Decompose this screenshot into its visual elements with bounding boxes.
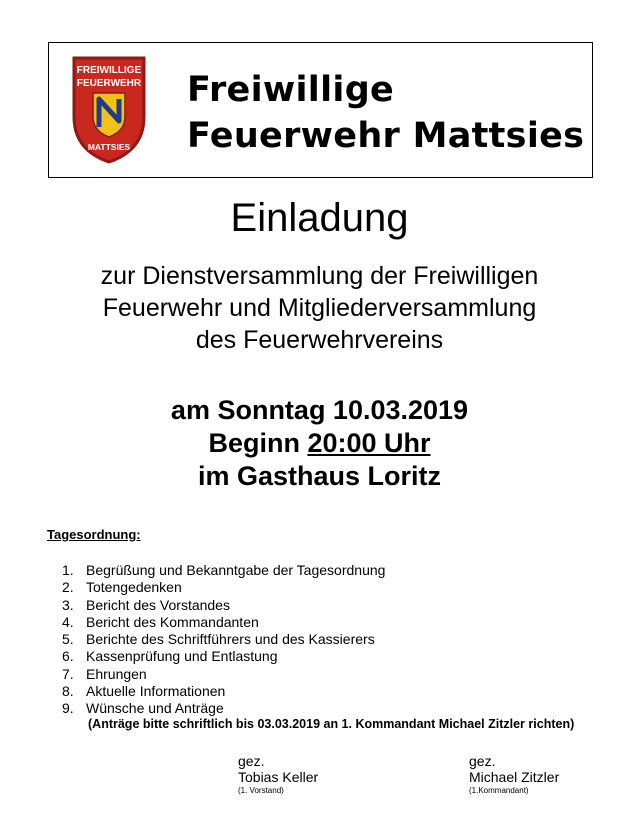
signature-role: (1. Vorstand): [238, 786, 284, 795]
agenda-item-number: 4.: [62, 613, 74, 630]
emblem-text-bottom: MATTSIES: [87, 142, 131, 152]
signature-name: Michael Zitzler: [469, 769, 560, 785]
signature-name: Tobias Keller: [238, 769, 319, 785]
org-name-line2: Feuerwehr Mattsies: [187, 116, 585, 156]
agenda-item: [62, 700, 385, 717]
signature-block: [469, 753, 559, 797]
organization-name: [187, 67, 584, 159]
start-time: 20:00 Uhr: [307, 428, 431, 458]
event-date: am Sonntag 10.03.2019: [170, 395, 469, 425]
agenda-item-text: Wünsche und Anträge: [86, 700, 224, 717]
org-name-line1: Freiwillige: [187, 70, 395, 110]
agenda-item-text: Bericht des Vorstandes: [86, 596, 230, 613]
agenda-item-number: 9.: [62, 700, 74, 717]
agenda-item: [62, 683, 385, 700]
signature-block: [238, 753, 318, 797]
agenda-item-number: 1.: [62, 562, 74, 578]
agenda-note: (Anträge bitte schriftlich bis 03.03.2019 an 1. Kommandant Michael Zitzler richten): [88, 717, 575, 731]
subtitle-line: zur Dienstversammlung der Freiwilligen: [100, 262, 539, 290]
agenda-item: [62, 648, 385, 665]
start-prefix: Beginn: [208, 428, 308, 458]
agenda-item: [62, 597, 385, 614]
event-place: im Gasthaus Loritz: [197, 461, 442, 491]
agenda-item-number: 5.: [62, 631, 74, 648]
agenda-item-number: 7.: [62, 665, 74, 682]
signature-prefix: gez.: [469, 753, 496, 769]
agenda-item-number: 6.: [62, 648, 74, 665]
invitation-title: Einladung: [230, 196, 409, 240]
agenda-item: [62, 579, 385, 596]
event-start: [0, 427, 639, 460]
agenda-item-text: Kassenprüfung und Entlastung: [86, 648, 278, 665]
agenda-item-text: Ehrungen: [86, 665, 147, 682]
agenda-item: [62, 614, 385, 631]
agenda-item-text: Berichte des Schriftführers und des Kassierers: [86, 631, 375, 648]
agenda-item: [62, 631, 385, 648]
signature-prefix: gez.: [238, 753, 265, 769]
agenda-list: [62, 562, 385, 718]
subtitle-line: des Feuerwehrvereins: [195, 326, 444, 354]
invitation-subtitle: [0, 260, 639, 356]
agenda-item-text: Aktuelle Informationen: [86, 683, 226, 700]
fire-department-emblem: [71, 55, 147, 165]
header-box: [48, 42, 593, 178]
agenda-item-number: 3.: [62, 596, 74, 613]
agenda-heading: Tagesordnung:: [47, 527, 141, 542]
signature-role: (1.Kommandant): [469, 786, 529, 795]
agenda-item-text: Begrüßung und Bekanntgabe der Tagesordnung: [86, 562, 386, 578]
agenda-item: [62, 666, 385, 683]
agenda-item-number: 8.: [62, 683, 74, 700]
agenda-item-number: 2.: [62, 579, 74, 596]
emblem-text-top1: FREIWILLIGE: [76, 65, 142, 76]
agenda-item: [62, 562, 385, 579]
agenda-item-text: Bericht des Kommandanten: [86, 613, 259, 630]
emblem-text-top2: FEUERWEHR: [76, 78, 142, 89]
agenda-item-text: Totengedenken: [86, 579, 182, 596]
subtitle-line: Feuerwehr und Mitgliederversammlung: [102, 294, 537, 322]
event-details: [0, 394, 639, 493]
